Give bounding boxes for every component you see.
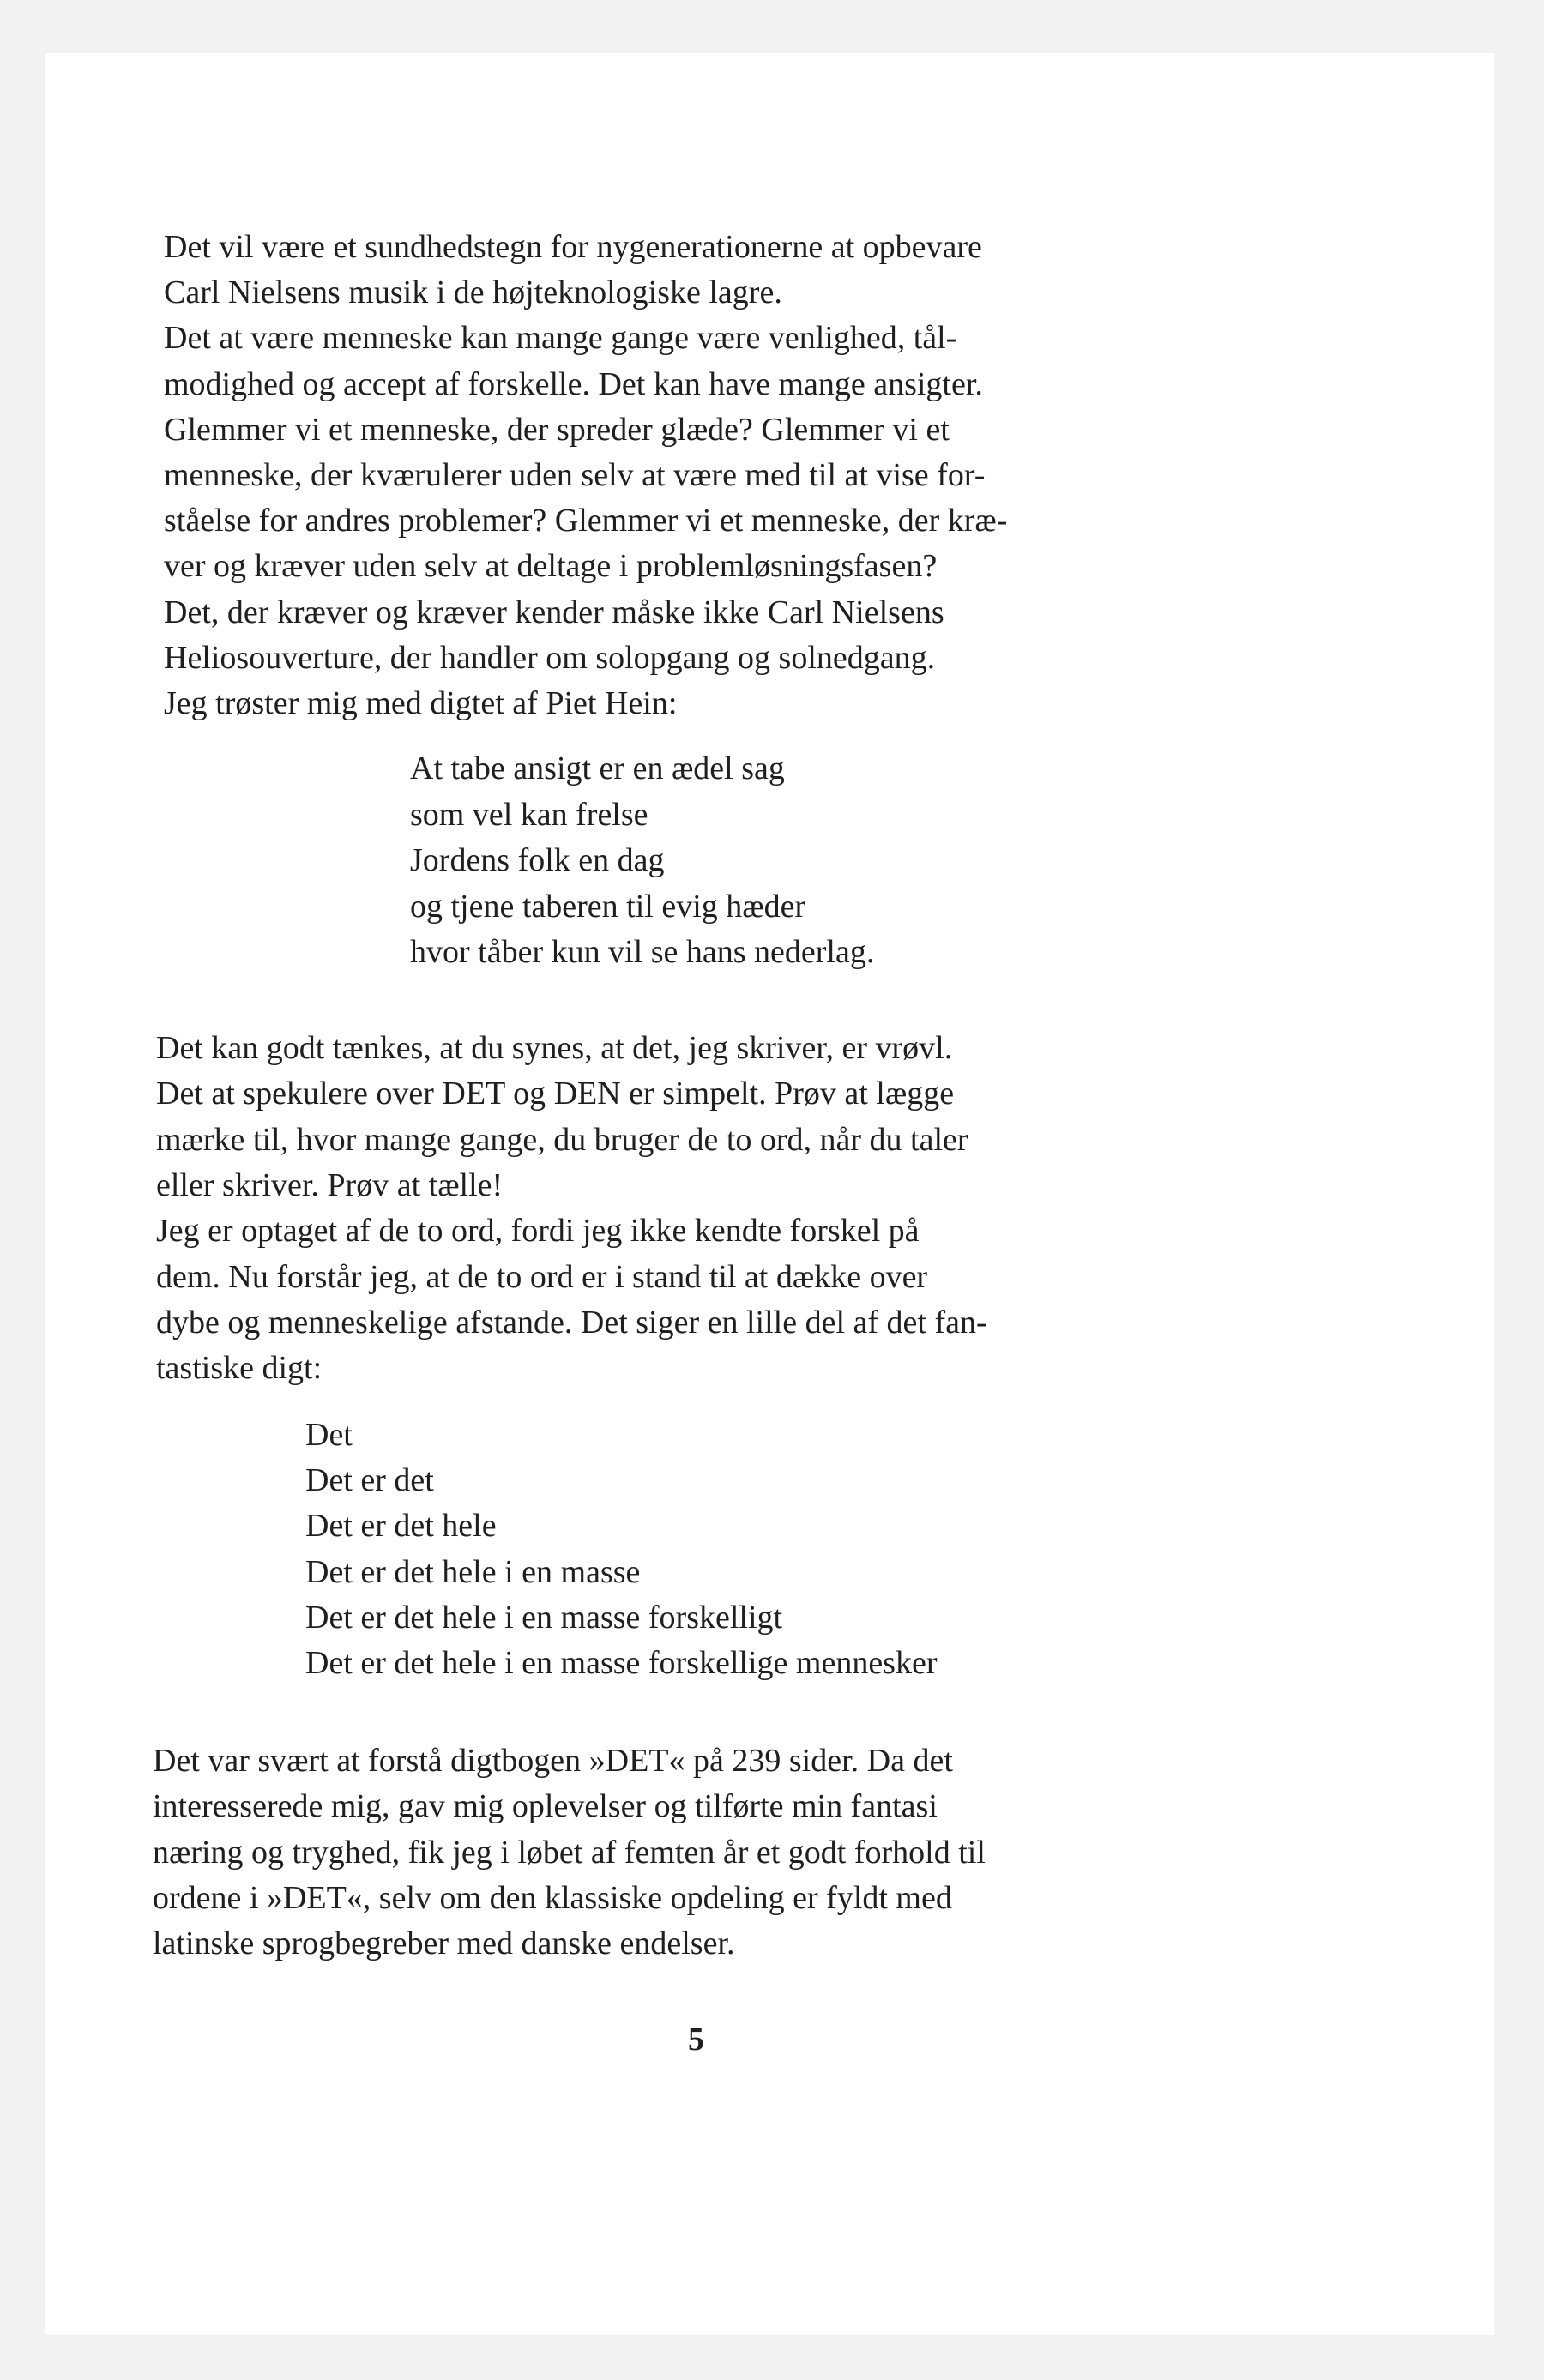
- paragraph-1-line: Det at være menneske kan mange gange være venlighed, tål-: [164, 320, 957, 356]
- poem-2-line: Det er det hele: [305, 1508, 497, 1544]
- paragraph-1-line: Jeg trøster mig med digtet af Piet Hein:: [164, 685, 678, 721]
- paragraph-1-line: Carl Nielsens musik i de højteknologiske lagre.: [164, 274, 782, 310]
- document-page: [45, 53, 1494, 2335]
- poem-1-line: og tjene taberen til evig hæder: [410, 889, 806, 925]
- paragraph-1-line: modighed og accept af forskelle. Det kan have mange ansigter.: [164, 366, 983, 402]
- paragraph-1-line: Heliosouverture, der handler om solopgang og solnedgang.: [164, 640, 936, 676]
- page-text: [45, 53, 1494, 2335]
- paragraph-3-line: næring og tryghed, fik jeg i løbet af femten år et godt forhold til: [153, 1835, 986, 1871]
- poem-1-line: At tabe ansigt er en ædel sag: [410, 750, 785, 786]
- paragraph-2-line: Jeg er optaget af de to ord, fordi jeg ikke kendte forskel på: [156, 1213, 920, 1249]
- paragraph-1-line: Glemmer vi et menneske, der spreder glæde? Glemmer vi et: [164, 412, 950, 448]
- paragraph-2-line: tastiske digt:: [156, 1350, 323, 1386]
- page-number: 5: [688, 2021, 704, 2058]
- poem-2-line: Det er det hele i en masse: [305, 1554, 641, 1590]
- poem-1-line: som vel kan frelse: [410, 797, 648, 833]
- paragraph-3-line: interesserede mig, gav mig oplevelser og tilførte min fantasi: [153, 1788, 938, 1824]
- paragraph-3-line: latinske sprogbegreber med danske endelser.: [153, 1925, 735, 1961]
- paragraph-1-line: Det, der kræver og kræver kender måske ikke Carl Nielsens: [164, 594, 944, 630]
- paragraph-1-line: Det vil være et sundhedstegn for nygenerationerne at opbevare: [164, 229, 982, 265]
- poem-1-line: Jordens folk en dag: [410, 842, 665, 878]
- poem-1-line: hvor tåber kun vil se hans nederlag.: [410, 934, 875, 970]
- poem-2-line: Det er det hele i en masse forskelligt: [305, 1600, 783, 1636]
- paragraph-2-line: dem. Nu forstår jeg, at de to ord er i stand til at dække over: [156, 1259, 928, 1295]
- paragraph-2-line: eller skriver. Prøv at tælle!: [156, 1167, 504, 1203]
- paragraph-1-line: menneske, der kværulerer uden selv at være med til at vise for-: [164, 457, 986, 493]
- poem-2-line: Det er det hele i en masse forskellige mennesker: [305, 1645, 938, 1681]
- paragraph-3-line: Det var svært at forstå digtbogen »DET« på 239 sider. Da det: [153, 1743, 953, 1779]
- poem-2-line: Det: [305, 1417, 353, 1453]
- paragraph-2-line: dybe og menneskelige afstande. Det siger en lille del af det fan-: [156, 1304, 987, 1341]
- paragraph-1-line: ståelse for andres problemer? Glemmer vi et menneske, der kræ-: [164, 503, 1008, 539]
- paragraph-3-line: ordene i »DET«, selv om den klassiske opdeling er fyldt med: [153, 1880, 952, 1916]
- paragraph-2-line: mærke til, hvor mange gange, du bruger de to ord, når du taler: [156, 1122, 968, 1158]
- paragraph-2-line: Det at spekulere over DET og DEN er simpelt. Prøv at lægge: [156, 1076, 955, 1112]
- paragraph-2-line: Det kan godt tænkes, at du synes, at det, jeg skriver, er vrøvl.: [156, 1030, 953, 1066]
- poem-2-line: Det er det: [305, 1462, 434, 1498]
- paragraph-1-line: ver og kræver uden selv at deltage i problemløsningsfasen?: [164, 548, 938, 584]
